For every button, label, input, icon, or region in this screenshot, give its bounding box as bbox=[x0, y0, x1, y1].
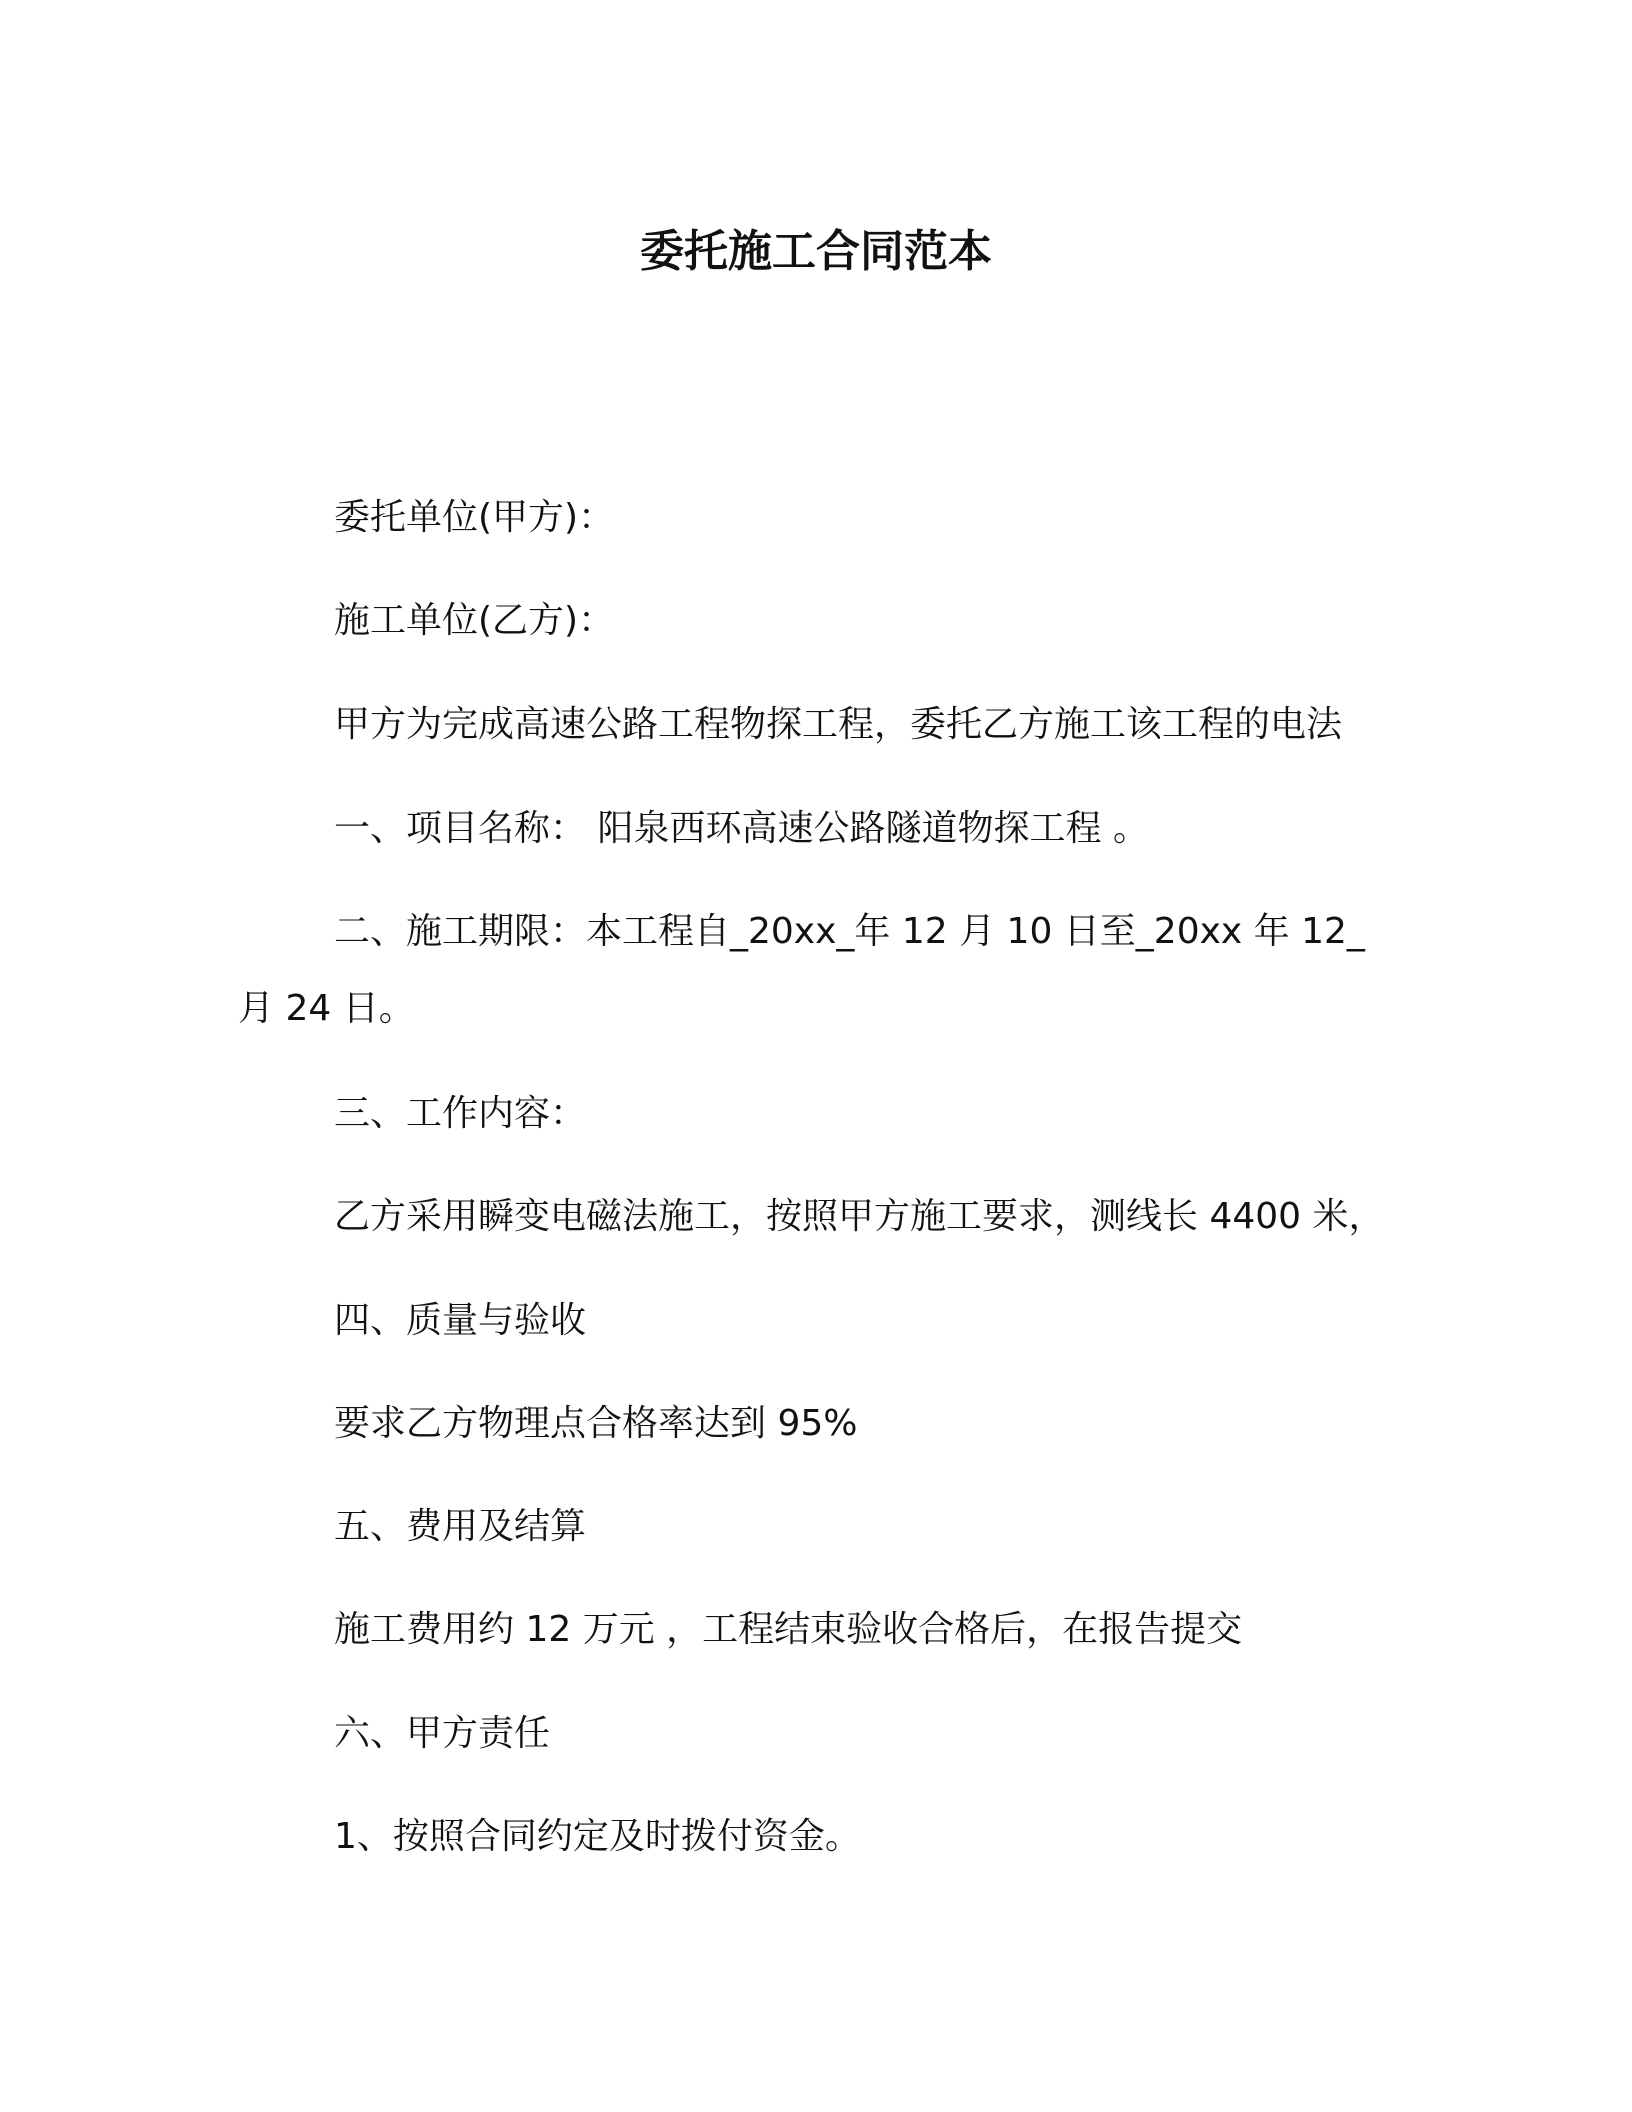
party-b-line: 施工单位(乙方)： bbox=[334, 600, 615, 641]
section-party-a-duties-heading: 六、甲方责任 bbox=[334, 1713, 551, 1754]
project-name-line: 一、项目名称： 阳泉西环高速公路隧道物探工程 。 bbox=[334, 808, 1149, 849]
section-work-content-heading: 三、工作内容： bbox=[334, 1093, 587, 1134]
construction-period-continuation: 月 24 日。 bbox=[238, 988, 415, 1029]
intro-paragraph: 甲方为完成高速公路工程物探工程，委托乙方施工该工程的电法 bbox=[334, 704, 1343, 745]
document-title: 委托施工合同范本 bbox=[640, 226, 992, 277]
section-fees-heading: 五、费用及结算 bbox=[334, 1506, 587, 1547]
party-a-duty-item-1: 1、按照合同约定及时拨付资金。 bbox=[334, 1816, 861, 1857]
fees-paragraph: 施工费用约 12 万元 ，工程结束验收合格后，在报告提交 bbox=[334, 1609, 1243, 1650]
quality-paragraph: 要求乙方物理点合格率达到 95% bbox=[334, 1403, 858, 1444]
section-quality-heading: 四、质量与验收 bbox=[334, 1300, 587, 1341]
construction-period-line: 二、施工期限：本工程自_20xx_年 12 月 10 日至_20xx 年 12_ bbox=[334, 911, 1365, 952]
party-a-line: 委托单位(甲方)： bbox=[334, 497, 615, 538]
work-content-paragraph: 乙方采用瞬变电磁法施工，按照甲方施工要求，测线长 4400 米， bbox=[334, 1196, 1385, 1237]
